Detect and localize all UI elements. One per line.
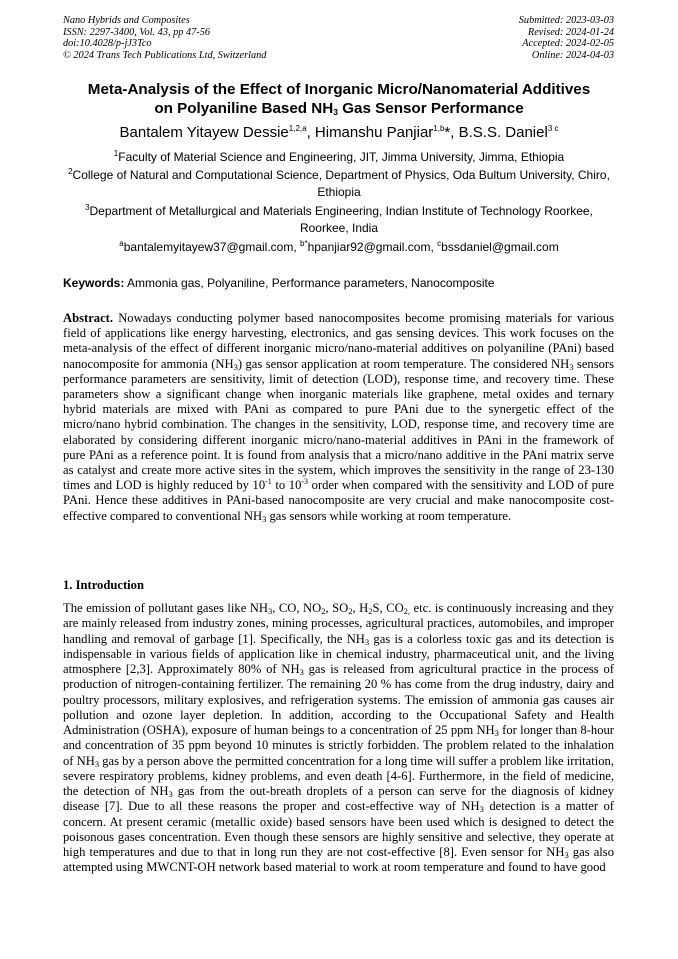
affiliation-2	[63, 167, 615, 201]
abstract-text: ) gas sensor application at room temperature. The considered NH	[237, 356, 570, 371]
subscript: 3	[268, 606, 273, 616]
paper-title	[50, 80, 628, 118]
subscript: 3	[299, 667, 304, 677]
affiliation-text: College of Natural and Computational Science, Department of Physics, Oda Bultum University, Chiro, Ethiopia	[72, 168, 610, 199]
revised-date: Revised: 2024-01-24	[527, 26, 614, 38]
author-2-affiliation: 1,b	[433, 124, 445, 133]
author-3: *, B.S.S. Daniel	[444, 124, 548, 141]
issn-line: ISSN: 2297-3400, Vol. 43, pp 47-56	[63, 26, 211, 38]
subscript: 2	[368, 606, 373, 616]
body-text: , H	[352, 601, 369, 615]
email-2: hpanjiar92@gmail.com,	[307, 240, 438, 254]
affiliation-text: Faculty of Material Science and Engineering, JIT, Jimma University, Jimma, Ethiopia	[118, 150, 565, 164]
journal-name: Nano Hybrids and Composites	[63, 15, 190, 26]
abstract-label: Abstract.	[63, 311, 114, 325]
title-text-end: Gas Sensor Performance	[337, 100, 524, 117]
subscript: 3	[168, 789, 173, 799]
abstract-text: Nowadays conducting polymer based nanocomposites become promising materials for various field of applications like energy harvesting, electronics, and gas sensing devices. This work focuses on the meta-analysis of the effect of different inorganic micro/nano-material additives on polyaniline (PAni) based nanocomposite for ammonia (NH	[63, 311, 614, 371]
email-marker: b*	[300, 239, 308, 248]
body-text: The emission of pollutant gases like NH	[63, 601, 268, 615]
online-date: Online: 2024-04-03	[531, 49, 614, 61]
body-text: gas is a colorless toxic gas and its detection is indispensable in various fields of application like in chemical industry, pharmaceutical unit, and the living atmosphere [2,3]. Approximately 80% of NH	[63, 631, 614, 676]
affiliation-1	[63, 149, 615, 166]
title-line-1: Meta-Analysis of the Effect of Inorganic Micro/Nanomaterial Additives	[87, 81, 591, 98]
email-marker: a	[119, 239, 124, 248]
abstract	[63, 311, 614, 524]
affiliation-marker: 3	[85, 203, 90, 212]
subscript: 2	[321, 606, 326, 616]
keywords-text: Ammonia gas, Polyaniline, Performance parameters, Nanocomposite	[124, 276, 495, 290]
author-list	[40, 124, 638, 142]
author-3-affiliation: 3 c	[547, 124, 559, 133]
exponent: -1	[265, 477, 272, 487]
subscript: 3	[564, 850, 569, 860]
title-text: on Polyaniline Based NH	[154, 100, 334, 117]
subscript: 3	[94, 758, 100, 769]
exponent: -3	[301, 477, 309, 487]
subscript: 3	[494, 728, 499, 738]
subscript: 2,	[403, 606, 411, 616]
subscript: 3	[569, 361, 574, 372]
body-text: S, CO	[372, 601, 404, 615]
email-3: bssdaniel@gmail.com	[441, 240, 559, 254]
author-2: , Himanshu Panjiar	[306, 124, 434, 141]
abstract-text: gas sensors while working at room temperature.	[266, 508, 512, 523]
section-heading-introduction: 1. Introduction	[63, 578, 144, 592]
subscript: 3	[233, 361, 238, 372]
email-1: bantalemyitayew37@gmail.com,	[123, 240, 300, 254]
abstract-text: to 10	[271, 478, 302, 493]
journal-header-left	[63, 15, 266, 61]
author-1-affiliation: 1,2,a	[288, 124, 307, 133]
keywords	[63, 276, 623, 291]
copyright-line: © 2024 Trans Tech Publications Ltd, Switzerland	[63, 49, 267, 61]
subscript: 3	[479, 804, 484, 815]
body-text: , CO, NO	[272, 601, 322, 615]
submitted-date: Submitted: 2023-03-03	[518, 15, 614, 26]
body-text: detection is a matter of concern. At present ceramic (metallic oxide) based sensors have been used which is designed to detect the poisonous gases concentration. Even though these sensors are highly sensitive and selective, they operate at high temperatures and due to that in long run they are not cost-effective [8]. Even sensor for NH	[63, 799, 614, 859]
subscript: 3	[262, 513, 267, 524]
doi-line: doi:10.4028/p-jJ3Tco	[63, 38, 152, 50]
subscript: 2	[348, 606, 353, 616]
journal-header-right	[519, 15, 614, 61]
affiliation-marker: 2	[68, 167, 73, 176]
author-1: Bantalem Yitayew Dessie	[119, 124, 289, 141]
affiliation-marker: 1	[113, 149, 119, 158]
affiliation-3	[63, 203, 615, 237]
title-subscript: 3	[333, 107, 338, 117]
subscript: 3	[364, 636, 370, 647]
affiliation-text: Department of Metallurgical and Materials Engineering, Indian Institute of Technology Roorkee, Roorkee, India	[89, 204, 593, 235]
body-text: for longer than 8-hour and concentration of 35 ppm beyond 10 minutes is strictly forbidden. The problem related to the inhalation of NH	[63, 723, 614, 768]
accepted-date: Accepted: 2024-02-05	[522, 38, 614, 50]
abstract-text: order when compared with the sensitivity and LOD of pure PAni. Hence these additives in PAni-based nanocomposite are very crucial and make nanocomposite cost-effective compared to conventional NH	[63, 478, 614, 523]
body-text: gas is released from agricultural practice in the process of production of nitrogen-containing fertilizer. The remaining 20 % has come from the drug industry, dairy and poultry processors, military explosives, and refrigeration systems. The emission of ammonia gas causes air pollution and ozone layer depletion. In addition, according to the Occupational Safety and Health Administration (OSHA), exposure of human beings to a concentration of 25 ppm NH	[63, 662, 614, 737]
email-marker: c	[437, 239, 442, 248]
body-text: etc. is continuously increasing and they are mainly released from industry zones, mining processes, agricultural practices, automobiles, and improper handling and removal of garbage [1]. Specifically, the NH	[63, 601, 614, 646]
body-text: gas from the out-breath droplets of a person can serve for the diagnosis of kidney disease [7]. Due to all these reasons the proper and cost-effective way of NH	[63, 784, 614, 814]
body-text: , SO	[325, 601, 349, 615]
author-emails	[40, 240, 638, 255]
title-line-2	[50, 99, 628, 118]
abstract-text: sensors performance parameters are sensitivity, limit of detection (LOD), response time, and recovery time. These parameters show a significant change when inorganic materials like graphene, metal oxides and ternary hybrid materials are mixed with PAni as compared to pure PAni due to the synergetic effect of the micro/nano hybrid combination. The changes in the sensitivity, LOD, response time, and recovery time are elaborated by considering different inorganic micro/nano-material additives in PAni in the framework of pure PAni as a reference point. It is found from analysis that a micro/nano additive in the PAni matrix serve as catalyst and create more active sites in the system, which improves the sensitivity in the range of 23-130 times and LOD is highly reduced by 10	[63, 356, 615, 493]
body-text: gas by a person above the permitted concentration for a long time will suffer a problem like irritation, severe respiratory problems, kidney problems, and even death [4-6]. Furthermore, in the field of medicine, the detection of NH	[63, 753, 614, 798]
introduction-paragraph	[63, 601, 614, 876]
keywords-label: Keywords:	[63, 276, 125, 290]
body-text: gas also attempted using MWCNT-OH network based material to work at room temperature and found to have good	[63, 845, 614, 875]
